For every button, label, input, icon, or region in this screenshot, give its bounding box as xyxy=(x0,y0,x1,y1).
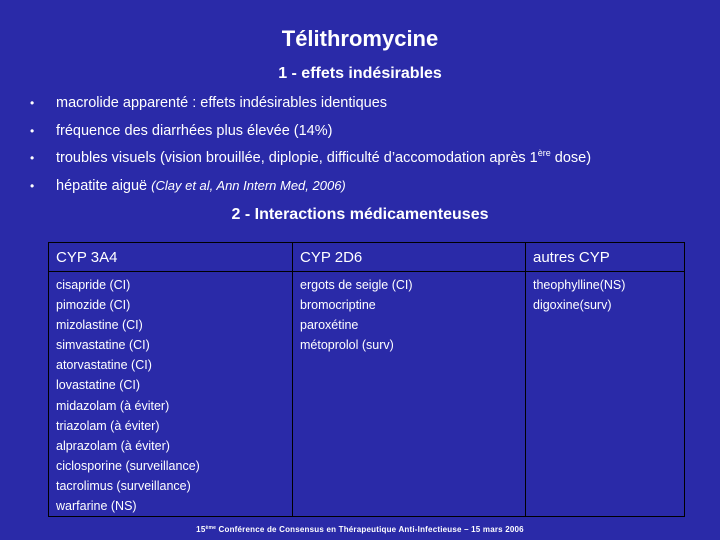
slide-title: Télithromycine xyxy=(281,26,439,51)
cell-cyp2d6-drugs xyxy=(293,272,526,517)
footer-superscript: ème xyxy=(205,525,217,531)
drug-item: paroxétine xyxy=(300,318,359,333)
citation: (Clay et al, Ann Intern Med, 2006) xyxy=(151,177,346,193)
bullet-item xyxy=(30,122,710,140)
bullet-item xyxy=(30,149,710,167)
drug-item: lovastatine (CI) xyxy=(56,378,141,393)
header-other-cyp: autres CYP xyxy=(526,243,685,272)
bullet-superscript: ère xyxy=(537,148,551,158)
bullet-icon: • xyxy=(30,123,35,138)
drug-item: mizolastine (CI) xyxy=(56,318,143,333)
drug-item: triazolam (à éviter) xyxy=(56,418,160,433)
table-row xyxy=(49,272,685,517)
section-title-side-effects: 1 - effets indésirables xyxy=(278,65,442,82)
drug-item: tacrolimus (surveillance) xyxy=(56,478,191,493)
header-cyp3a4: CYP 3A4 xyxy=(49,243,293,272)
bullet-text: hépatite aiguë xyxy=(56,177,148,194)
bullet-text: fréquence des diarrhées plus élevée (14%) xyxy=(56,122,333,139)
drug-item: atorvastatine (CI) xyxy=(56,358,152,373)
bullet-icon: • xyxy=(30,96,35,110)
drug-item: métoprolol (surv) xyxy=(300,338,394,353)
bullet-item xyxy=(30,94,710,112)
drug-item: pimozide (CI) xyxy=(56,298,131,313)
drug-item: ergots de seigle (CI) xyxy=(300,278,413,292)
cell-other-cyp-drugs xyxy=(526,272,685,517)
bullet-icon: • xyxy=(30,151,35,165)
drug-item: alprazolam (à éviter) xyxy=(56,438,170,453)
header-cyp2d6: CYP 2D6 xyxy=(293,243,526,272)
table-header-row xyxy=(49,243,685,272)
drug-item: theophylline(NS) xyxy=(533,278,626,292)
drug-item: cisapride (CI) xyxy=(56,278,131,292)
drug-item: warfarine (NS) xyxy=(56,499,137,514)
bullet-item xyxy=(30,177,710,195)
footer-number: 15 xyxy=(196,525,206,534)
cell-cyp3a4-drugs xyxy=(49,272,293,517)
interactions-table xyxy=(48,242,685,517)
drug-item: digoxine(surv) xyxy=(533,298,612,313)
drug-item: simvastatine (CI) xyxy=(56,338,150,353)
footer-text: Conférence de Consensus en Thérapeutique Anti-Infectieuse – 15 mars 2006 xyxy=(216,525,524,534)
drug-item: bromocriptine xyxy=(300,298,376,313)
drug-item: ciclosporine (surveillance) xyxy=(56,458,200,473)
bullet-icon: • xyxy=(30,178,35,193)
bullet-text-after: dose) xyxy=(550,150,592,166)
bullet-text: macrolide apparenté : effets indésirables identiques xyxy=(56,95,388,111)
drug-item: midazolam (à éviter) xyxy=(56,398,170,413)
side-effects-list xyxy=(30,94,710,204)
footer xyxy=(0,525,720,534)
section-title-interactions: 2 - Interactions médicamenteuses xyxy=(231,206,489,223)
bullet-text: troubles visuels (vision brouillée, diplopie, difficulté d’accomodation après 1 xyxy=(56,150,538,166)
